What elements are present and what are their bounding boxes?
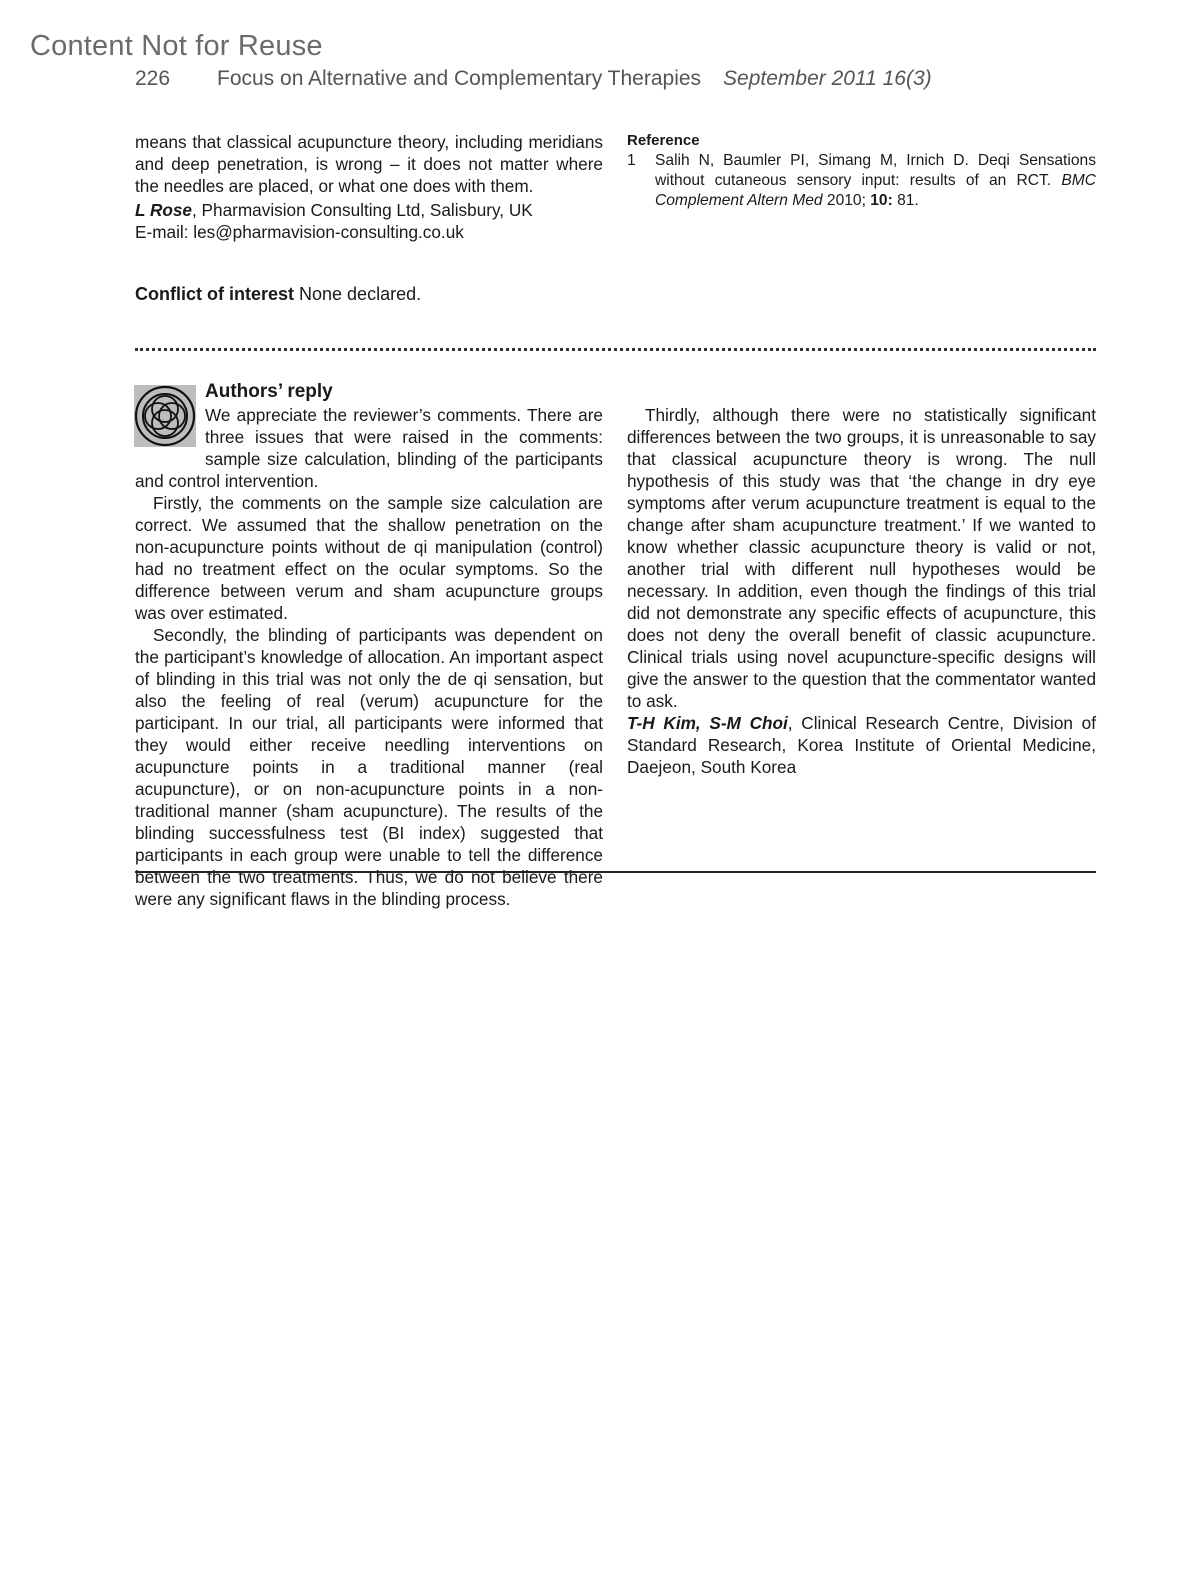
reply-signature: [627, 712, 1096, 778]
conflict-label: Conflict of interest: [135, 284, 295, 304]
letter-continuation: [135, 131, 603, 243]
reference-pages: 81.: [892, 192, 919, 209]
reference-section: [627, 131, 1096, 211]
reply-heading: Authors’ reply: [205, 381, 333, 402]
conflict-of-interest: [135, 284, 421, 305]
letter-email: E-mail: les@pharmavision-consulting.co.uk: [135, 222, 464, 242]
reference-year: 2010;: [822, 192, 871, 209]
issue-info: September 2011 16(3): [723, 67, 932, 90]
reference-volume: 10:: [870, 192, 893, 209]
reference-authors-title: Salih N, Baumler PI, Simang M, Irnich D. Deqi Sensations without cutaneous sensory input: results of an RCT.: [655, 152, 1096, 189]
reply-paragraph-2: Firstly, the comments on the sample size calculation are correct. We assumed that the shallow penetration on the non-acupuncture points without de qi manipulation (control) had no treatment effect on the ocular symptoms. So the difference between verum and sham acupuncture groups was over estimated.: [135, 493, 603, 623]
reference-list: [627, 151, 1096, 211]
letter-affiliation: , Pharmavision Consulting Ltd, Salisbury, UK: [192, 200, 533, 220]
solid-divider: [135, 871, 1096, 873]
letter-author: L Rose: [135, 200, 192, 220]
letter-signature: [135, 199, 603, 221]
reply-paragraph-1: We appreciate the reviewer’s comments. There are three issues that were raised in the comments: sample size calculation, blinding of the participants and control intervention.: [135, 405, 603, 491]
dotted-divider: [135, 348, 1096, 351]
reply-authors: T-H Kim, S-M Choi: [627, 713, 788, 733]
reference-journal: BMC Complement Altern Med: [655, 172, 1096, 209]
reply-paragraph-4: Thirdly, although there were no statistically significant differences between the two groups, it is unreasonable to say that classical acupuncture theory is wrong. The null hypothesis of this study was that ‘the change in dry eye symptoms after verum acupuncture treatment is equal to the change after sham acupuncture treatment.’ If we wanted to know whether classic acupuncture theory is valid or not, another trial with different null hypotheses would be necessary. In addition, even though the findings of this trial did not demonstrate any specific effects of acupuncture, this does not deny the overall benefit of classic acupuncture. Clinical trials using novel acupuncture-specific designs will give the answer to the question that the commentator wanted to ask.: [627, 405, 1096, 711]
reply-affiliation: , Clinical Research Centre, Division of Standard Research, Korea Institute of Oriental Medicine, Daejeon, South Korea: [627, 713, 1097, 777]
reference-title: Reference: [627, 132, 700, 149]
reference-text: [655, 151, 1096, 211]
conflict-text: None declared.: [294, 284, 422, 304]
icon-wrap-space: [135, 404, 205, 452]
reply-paragraph-3: [135, 624, 603, 910]
reply-paragraph-3-text: Secondly, the blinding of participants was dependent on the participant’s knowledge of allocation. An important aspect of blinding in this trial was not only the de qi sensation, but also the feeling of real (verum) acupuncture for the participant. In our trial, all participants were informed that they would either receive needling interventions on acupuncture points in a traditional manner (real acupuncture), or on non-acupuncture points in a non-traditional manner (sham acupuncture). The results of the blinding successfulness test (BI index) suggested that participants in each group were unable to tell the difference between the two treatments. Thus, we do not believe there were any significant flaws in the blinding process.: [135, 625, 603, 909]
reply-right-column: [627, 404, 1096, 778]
page-number: 226: [135, 67, 171, 90]
journal-title: Focus on Alternative and Complementary Therapies: [217, 67, 702, 90]
reference-item: [627, 151, 1096, 211]
reference-number: 1: [627, 152, 636, 169]
letter-paragraph: means that classical acupuncture theory, including meridians and deep penetration, is wrong – it does not matter where the needles are placed, or what one does with them.: [135, 132, 603, 196]
running-head: [135, 67, 1035, 91]
watermark: Content Not for Reuse: [30, 30, 323, 62]
reply-left-column: [135, 404, 603, 909]
